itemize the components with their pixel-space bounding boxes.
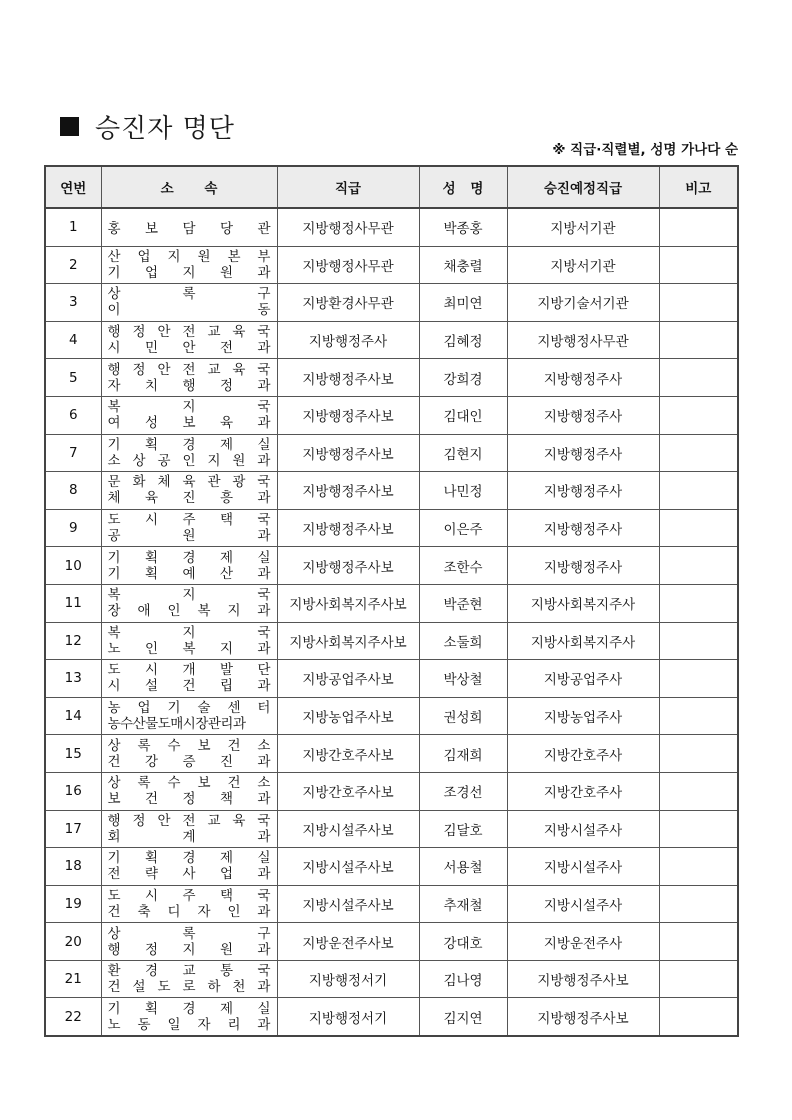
row-remark xyxy=(659,547,738,585)
row-number: 19 xyxy=(45,885,101,923)
row-target-rank: 지방기술서기관 xyxy=(507,284,659,322)
department-line: 행 정 안 전 교 육 국 xyxy=(107,812,271,829)
row-number: 3 xyxy=(45,284,101,322)
row-number: 20 xyxy=(45,923,101,961)
row-name: 김지연 xyxy=(419,998,507,1036)
row-department xyxy=(101,472,277,510)
row-department xyxy=(101,772,277,810)
row-rank: 지방행정주사보 xyxy=(277,547,419,585)
department-line: 행 정 안 전 교 육 국 xyxy=(107,361,271,378)
row-name: 김혜정 xyxy=(419,321,507,359)
row-department xyxy=(101,697,277,735)
row-number: 9 xyxy=(45,509,101,547)
row-number: 1 xyxy=(45,208,101,246)
row-department xyxy=(101,434,277,472)
row-department xyxy=(101,810,277,848)
row-rank: 지방간호주사보 xyxy=(277,735,419,773)
row-target-rank: 지방행정주사 xyxy=(507,509,659,547)
row-name: 강대호 xyxy=(419,923,507,961)
row-name: 김달호 xyxy=(419,810,507,848)
row-number: 16 xyxy=(45,772,101,810)
row-department xyxy=(101,584,277,622)
department-line: 전 략 사 업 과 xyxy=(107,866,271,883)
page-title-text: 승진자 명단 xyxy=(95,114,235,144)
row-number: 11 xyxy=(45,584,101,622)
row-target-rank: 지방행정주사보 xyxy=(507,960,659,998)
row-department xyxy=(101,321,277,359)
row-department xyxy=(101,547,277,585)
row-rank: 지방사회복지주사보 xyxy=(277,622,419,660)
row-remark xyxy=(659,359,738,397)
row-number: 8 xyxy=(45,472,101,510)
header-remark: 비고 xyxy=(659,166,738,208)
row-target-rank: 지방행정사무관 xyxy=(507,321,659,359)
department-line: 기 획 경 제 실 xyxy=(107,850,271,867)
table-row xyxy=(45,509,738,547)
row-remark xyxy=(659,660,738,698)
table-header-row xyxy=(45,166,738,208)
department-line: 보 건 정 책 과 xyxy=(107,791,271,808)
row-name: 김나영 xyxy=(419,960,507,998)
department-line: 기 업 지 원 과 xyxy=(107,264,271,281)
row-remark xyxy=(659,321,738,359)
row-rank: 지방행정주사보 xyxy=(277,396,419,434)
row-number: 17 xyxy=(45,810,101,848)
row-name: 박종홍 xyxy=(419,208,507,246)
row-department xyxy=(101,660,277,698)
row-target-rank: 지방행정주사 xyxy=(507,472,659,510)
row-remark xyxy=(659,509,738,547)
row-remark xyxy=(659,396,738,434)
department-line: 도 시 개 발 단 xyxy=(107,662,271,679)
table-row xyxy=(45,359,738,397)
row-name: 추재철 xyxy=(419,885,507,923)
row-rank: 지방농업주사보 xyxy=(277,697,419,735)
row-department xyxy=(101,735,277,773)
row-rank: 지방시설주사보 xyxy=(277,885,419,923)
row-remark xyxy=(659,960,738,998)
row-department xyxy=(101,396,277,434)
black-square-icon xyxy=(60,117,79,136)
row-name: 최미연 xyxy=(419,284,507,322)
row-rank: 지방행정주사보 xyxy=(277,434,419,472)
row-remark xyxy=(659,434,738,472)
department-line: 기 획 경 제 실 xyxy=(107,1000,271,1017)
row-remark xyxy=(659,246,738,284)
department-line: 농 수 산 물 도 매 시 장 관 리 과 xyxy=(107,716,246,733)
row-target-rank: 지방서기관 xyxy=(507,246,659,284)
row-number: 7 xyxy=(45,434,101,472)
row-name: 나민정 xyxy=(419,472,507,510)
row-target-rank: 지방시설주사 xyxy=(507,810,659,848)
row-rank: 지방환경사무관 xyxy=(277,284,419,322)
department-line: 시 민 안 전 과 xyxy=(107,340,271,357)
table-row xyxy=(45,960,738,998)
table-row xyxy=(45,284,738,322)
table-row xyxy=(45,810,738,848)
row-target-rank: 지방공업주사 xyxy=(507,660,659,698)
row-number: 10 xyxy=(45,547,101,585)
row-name: 이은주 xyxy=(419,509,507,547)
row-remark xyxy=(659,208,738,246)
row-remark xyxy=(659,584,738,622)
row-target-rank: 지방시설주사 xyxy=(507,848,659,886)
row-rank: 지방행정서기 xyxy=(277,960,419,998)
row-name: 조경선 xyxy=(419,772,507,810)
row-name: 조한수 xyxy=(419,547,507,585)
row-name: 서용철 xyxy=(419,848,507,886)
table-row xyxy=(45,321,738,359)
department-line: 행 정 지 원 과 xyxy=(107,941,271,958)
row-target-rank: 지방서기관 xyxy=(507,208,659,246)
row-target-rank: 지방행정주사 xyxy=(507,547,659,585)
row-department xyxy=(101,885,277,923)
department-line: 홍 보 담 당 관 xyxy=(107,221,271,238)
department-line: 기 획 경 제 실 xyxy=(107,436,271,453)
table-row xyxy=(45,547,738,585)
row-name: 김재희 xyxy=(419,735,507,773)
row-number: 6 xyxy=(45,396,101,434)
row-department xyxy=(101,998,277,1036)
row-department xyxy=(101,208,277,246)
department-line: 복 지 국 xyxy=(107,587,271,604)
department-line: 농 업 기 술 센 터 xyxy=(107,700,271,717)
department-line: 문 화 체 육 관 광 국 xyxy=(107,474,271,491)
department-line: 장 애 인 복 지 과 xyxy=(107,603,271,620)
table-row xyxy=(45,472,738,510)
row-rank: 지방공업주사보 xyxy=(277,660,419,698)
row-target-rank: 지방시설주사 xyxy=(507,885,659,923)
row-rank: 지방행정주사 xyxy=(277,321,419,359)
row-number: 21 xyxy=(45,960,101,998)
table-row xyxy=(45,697,738,735)
row-department xyxy=(101,923,277,961)
row-name: 강희경 xyxy=(419,359,507,397)
row-rank: 지방행정서기 xyxy=(277,998,419,1036)
table-body xyxy=(45,208,738,1036)
row-rank: 지방행정주사보 xyxy=(277,359,419,397)
row-rank: 지방시설주사보 xyxy=(277,810,419,848)
row-target-rank: 지방운전주사 xyxy=(507,923,659,961)
department-line: 기 획 경 제 실 xyxy=(107,549,271,566)
row-name: 소둘희 xyxy=(419,622,507,660)
header-no: 연번 xyxy=(45,166,101,208)
row-rank: 지방행정사무관 xyxy=(277,208,419,246)
row-name: 김현지 xyxy=(419,434,507,472)
row-target-rank: 지방간호주사 xyxy=(507,735,659,773)
header-name: 성 명 xyxy=(419,166,507,208)
table-row xyxy=(45,622,738,660)
header-rank: 직급 xyxy=(277,166,419,208)
row-number: 5 xyxy=(45,359,101,397)
department-line: 건 설 도 로 하 천 과 xyxy=(107,979,271,996)
row-number: 14 xyxy=(45,697,101,735)
row-remark xyxy=(659,923,738,961)
row-remark xyxy=(659,622,738,660)
row-target-rank: 지방행정주사 xyxy=(507,396,659,434)
row-department xyxy=(101,284,277,322)
row-department xyxy=(101,960,277,998)
row-target-rank: 지방농업주사 xyxy=(507,697,659,735)
table-row xyxy=(45,998,738,1036)
department-line: 상 록 수 보 건 소 xyxy=(107,737,271,754)
sort-note: ※ 직급·직렬별, 성명 가나다 순 xyxy=(552,142,738,158)
department-line: 시 설 건 립 과 xyxy=(107,678,271,695)
department-line: 건 강 증 진 과 xyxy=(107,753,271,770)
row-name: 김대인 xyxy=(419,396,507,434)
header-dept: 소 속 xyxy=(101,166,277,208)
row-remark xyxy=(659,697,738,735)
row-rank: 지방행정주사보 xyxy=(277,509,419,547)
row-target-rank: 지방사회복지주사 xyxy=(507,584,659,622)
row-rank: 지방간호주사보 xyxy=(277,772,419,810)
row-rank: 지방행정사무관 xyxy=(277,246,419,284)
table-row xyxy=(45,246,738,284)
department-line: 도 시 주 택 국 xyxy=(107,512,271,529)
department-line: 노 인 복 지 과 xyxy=(107,640,271,657)
row-rank: 지방행정주사보 xyxy=(277,472,419,510)
department-line: 공 원 과 xyxy=(107,528,271,545)
row-target-rank: 지방행정주사보 xyxy=(507,998,659,1036)
department-line: 산 업 지 원 본 부 xyxy=(107,248,271,265)
row-number: 15 xyxy=(45,735,101,773)
table-row xyxy=(45,735,738,773)
department-line: 자 치 행 정 과 xyxy=(107,377,271,394)
row-rank: 지방시설주사보 xyxy=(277,848,419,886)
department-line: 상 록 구 xyxy=(107,286,271,303)
table-row xyxy=(45,848,738,886)
row-number: 4 xyxy=(45,321,101,359)
table-row xyxy=(45,660,738,698)
department-line: 체 육 진 흥 과 xyxy=(107,490,271,507)
row-name: 박준현 xyxy=(419,584,507,622)
department-line: 건 축 디 자 인 과 xyxy=(107,903,271,920)
header-target-rank: 승진예정직급 xyxy=(507,166,659,208)
row-department xyxy=(101,848,277,886)
table-row xyxy=(45,208,738,246)
row-number: 22 xyxy=(45,998,101,1036)
row-remark xyxy=(659,772,738,810)
department-line: 소 상 공 인 지 원 과 xyxy=(107,452,271,469)
page-title xyxy=(60,108,235,145)
department-line: 도 시 주 택 국 xyxy=(107,887,271,904)
row-number: 12 xyxy=(45,622,101,660)
row-number: 2 xyxy=(45,246,101,284)
department-line: 환 경 교 통 국 xyxy=(107,963,271,980)
row-name: 채충렬 xyxy=(419,246,507,284)
row-rank: 지방사회복지주사보 xyxy=(277,584,419,622)
row-department xyxy=(101,246,277,284)
row-remark xyxy=(659,885,738,923)
row-remark xyxy=(659,472,738,510)
row-target-rank: 지방간호주사 xyxy=(507,772,659,810)
table-row xyxy=(45,923,738,961)
department-line: 기 획 예 산 과 xyxy=(107,565,271,582)
row-target-rank: 지방행정주사 xyxy=(507,434,659,472)
row-remark xyxy=(659,810,738,848)
row-remark xyxy=(659,998,738,1036)
department-line: 상 록 구 xyxy=(107,925,271,942)
department-line: 상 록 수 보 건 소 xyxy=(107,775,271,792)
department-line: 회 계 과 xyxy=(107,828,271,845)
row-department xyxy=(101,359,277,397)
department-line: 복 지 국 xyxy=(107,399,271,416)
table-row xyxy=(45,396,738,434)
department-line: 복 지 국 xyxy=(107,624,271,641)
promotion-table xyxy=(44,165,739,1037)
row-rank: 지방운전주사보 xyxy=(277,923,419,961)
row-name: 권성희 xyxy=(419,697,507,735)
row-remark xyxy=(659,735,738,773)
table-row xyxy=(45,885,738,923)
row-target-rank: 지방사회복지주사 xyxy=(507,622,659,660)
department-line: 이 동 xyxy=(107,302,271,319)
row-name: 박상철 xyxy=(419,660,507,698)
table-row xyxy=(45,772,738,810)
department-line: 노 동 일 자 리 과 xyxy=(107,1016,271,1033)
row-number: 13 xyxy=(45,660,101,698)
row-remark xyxy=(659,284,738,322)
row-remark xyxy=(659,848,738,886)
table-row xyxy=(45,434,738,472)
table-row xyxy=(45,584,738,622)
row-number: 18 xyxy=(45,848,101,886)
row-department xyxy=(101,509,277,547)
department-line: 행 정 안 전 교 육 국 xyxy=(107,324,271,341)
row-target-rank: 지방행정주사 xyxy=(507,359,659,397)
row-department xyxy=(101,622,277,660)
department-line: 여 성 보 육 과 xyxy=(107,415,271,432)
